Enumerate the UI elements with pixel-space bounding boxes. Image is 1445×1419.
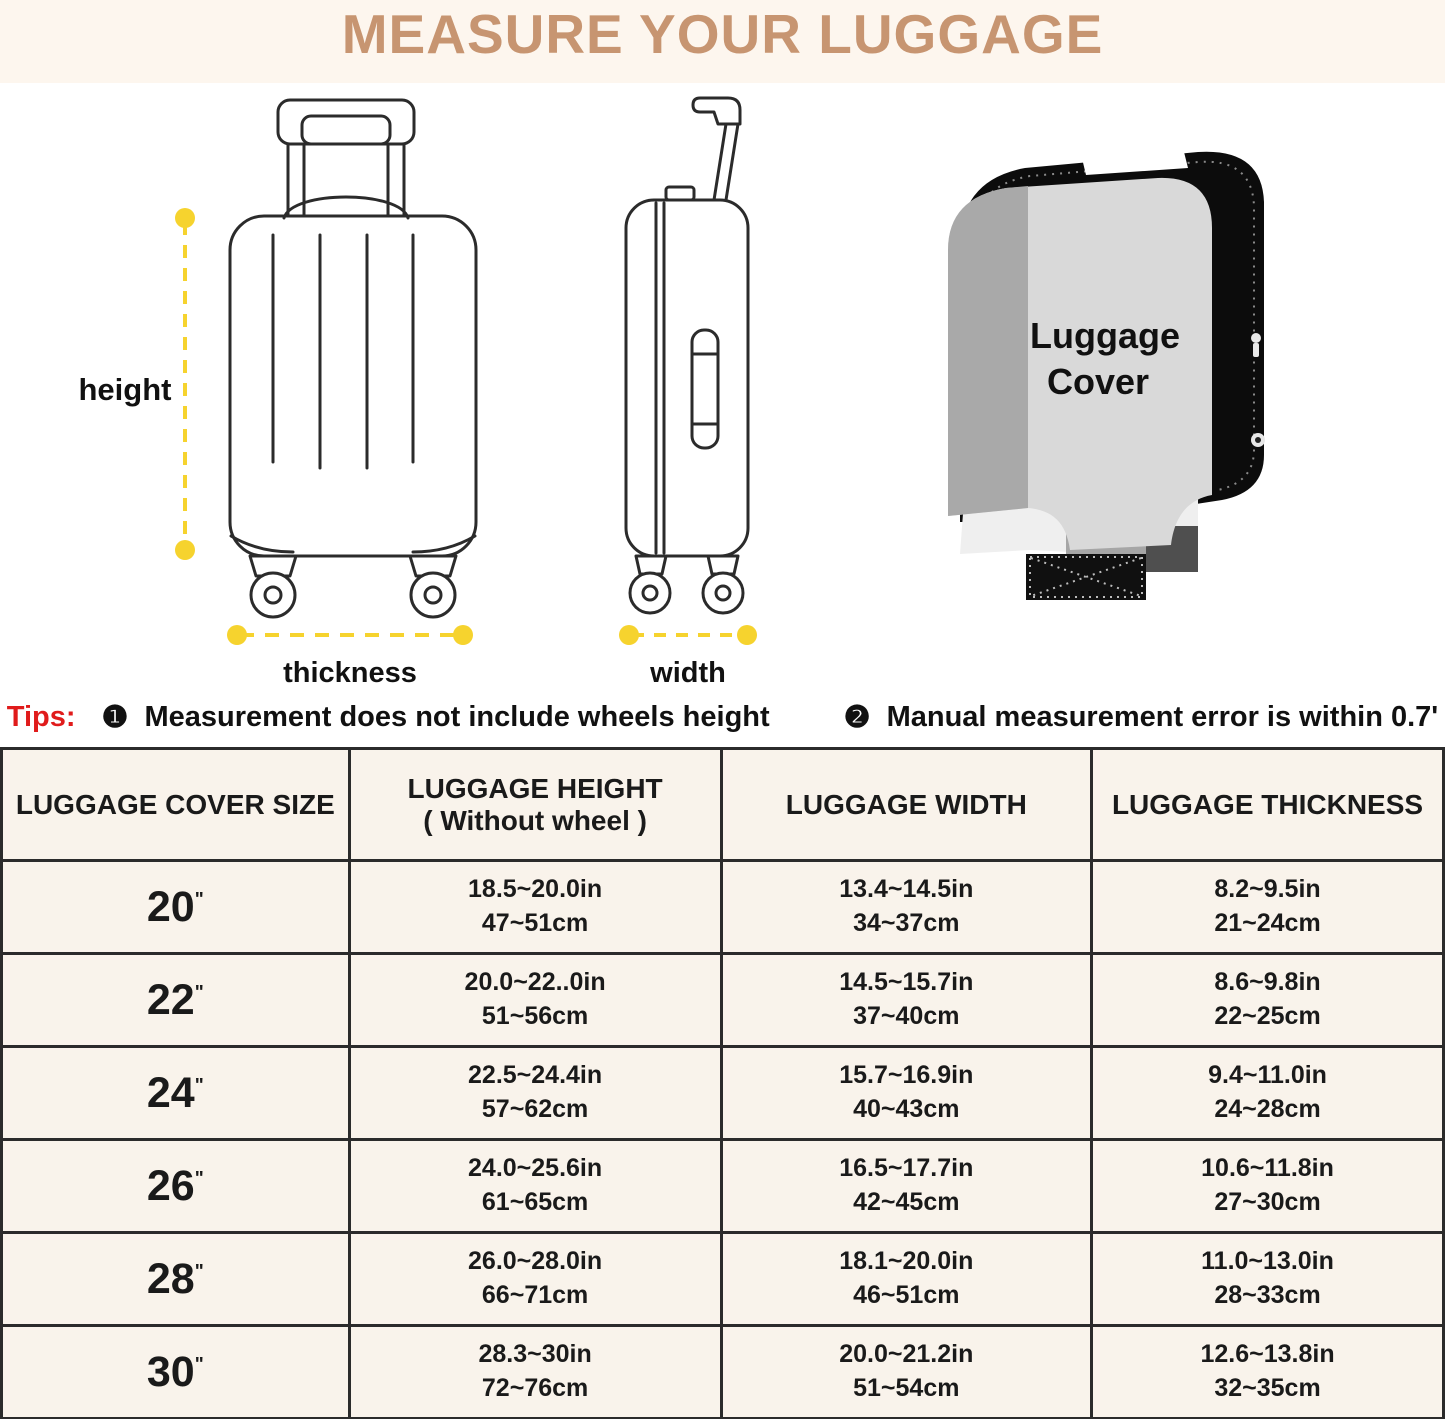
thickness-cell: 12.6~13.8in 32~35cm xyxy=(1092,1326,1444,1419)
cover-label-line1: Luggage xyxy=(1030,315,1180,356)
height-measure-line xyxy=(175,208,195,560)
tips-bar xyxy=(0,692,1445,742)
width-cell: 16.5~17.7in 42~45cm xyxy=(721,1140,1092,1233)
tip-2-text: Manual measurement error is within 0.7' xyxy=(886,700,1439,733)
tip-1-text: Measurement does not include wheels height xyxy=(144,700,770,733)
height-label: height xyxy=(78,372,172,407)
thickness-cell: 8.2~9.5in 21~24cm xyxy=(1092,861,1444,954)
luggage-front-view-diagram xyxy=(60,90,510,690)
height-cell: 18.5~20.0in 47~51cm xyxy=(349,861,721,954)
header-luggage-thickness: LUGGAGE THICKNESS xyxy=(1092,749,1444,861)
luggage-side-outline xyxy=(626,98,748,613)
luggage-side-view-diagram xyxy=(580,90,880,690)
table-header-row xyxy=(2,749,1444,861)
width-cell: 15.7~16.9in 40~43cm xyxy=(721,1047,1092,1140)
table-row-30 xyxy=(2,1326,1444,1419)
thickness-cell: 9.4~11.0in 24~28cm xyxy=(1092,1047,1444,1140)
bottom-strap xyxy=(1026,554,1146,600)
table-row-20 xyxy=(2,861,1444,954)
wheel xyxy=(703,573,743,613)
thickness-cell: 8.6~9.8in 22~25cm xyxy=(1092,954,1444,1047)
width-cell: 20.0~21.2in 51~54cm xyxy=(721,1326,1092,1419)
width-cell: 14.5~15.7in 37~40cm xyxy=(721,954,1092,1047)
width-measure-line xyxy=(619,625,757,645)
wheel xyxy=(411,573,455,617)
height-cell: 20.0~22..0in 51~56cm xyxy=(349,954,721,1047)
height-cell: 28.3~30in 72~76cm xyxy=(349,1326,721,1419)
luggage-cover-illustration xyxy=(930,120,1330,680)
size-cell: 24" xyxy=(2,1047,350,1140)
tips-label: Tips: xyxy=(6,700,76,733)
circled-one-icon: ❶ xyxy=(101,700,129,734)
tip-item-2 xyxy=(844,700,1439,735)
thickness-label: thickness xyxy=(283,657,417,689)
zipper-pull-icon xyxy=(1251,433,1265,447)
size-cell: 20" xyxy=(2,861,350,954)
size-cell: 26" xyxy=(2,1140,350,1233)
title-band xyxy=(0,0,1445,83)
width-cell: 18.1~20.0in 46~51cm xyxy=(721,1233,1092,1326)
luggage-body xyxy=(626,200,748,556)
table-row-26 xyxy=(2,1140,1444,1233)
luggage-body xyxy=(230,216,476,556)
header-luggage-width: LUGGAGE WIDTH xyxy=(721,749,1092,861)
tip-item-1 xyxy=(102,700,770,735)
trolley-grip-hole xyxy=(302,116,390,144)
height-cell: 22.5~24.4in 57~62cm xyxy=(349,1047,721,1140)
cover-front-panel-shade xyxy=(948,186,1028,516)
size-cell: 30" xyxy=(2,1326,350,1419)
thickness-cell: 10.6~11.8in 27~30cm xyxy=(1092,1140,1444,1233)
wheel xyxy=(251,573,295,617)
header-cover-size: LUGGAGE COVER SIZE xyxy=(2,749,350,861)
header-luggage-height: LUGGAGE HEIGHT ( Without wheel ) xyxy=(349,749,721,861)
page-title: MEASURE YOUR LUGGAGE xyxy=(341,2,1104,65)
table-row-22 xyxy=(2,954,1444,1047)
width-label: width xyxy=(650,657,726,689)
cover-label-line2: Cover xyxy=(1046,361,1150,402)
wheel xyxy=(630,573,670,613)
table-row-24 xyxy=(2,1047,1444,1140)
height-cell: 26.0~28.0in 66~71cm xyxy=(349,1233,721,1326)
table-row-28 xyxy=(2,1233,1444,1326)
height-cell: 24.0~25.6in 61~65cm xyxy=(349,1140,721,1233)
size-cell: 28" xyxy=(2,1233,350,1326)
luggage-front-outline xyxy=(230,100,476,617)
circled-two-icon: ❷ xyxy=(843,700,871,734)
luggage-size-table xyxy=(0,747,1445,1419)
side-handle xyxy=(692,330,718,448)
width-cell: 13.4~14.5in 34~37cm xyxy=(721,861,1092,954)
thickness-measure-line xyxy=(227,625,473,645)
size-cell: 22" xyxy=(2,954,350,1047)
thickness-cell: 11.0~13.0in 28~33cm xyxy=(1092,1233,1444,1326)
trolley-grip xyxy=(693,98,740,124)
